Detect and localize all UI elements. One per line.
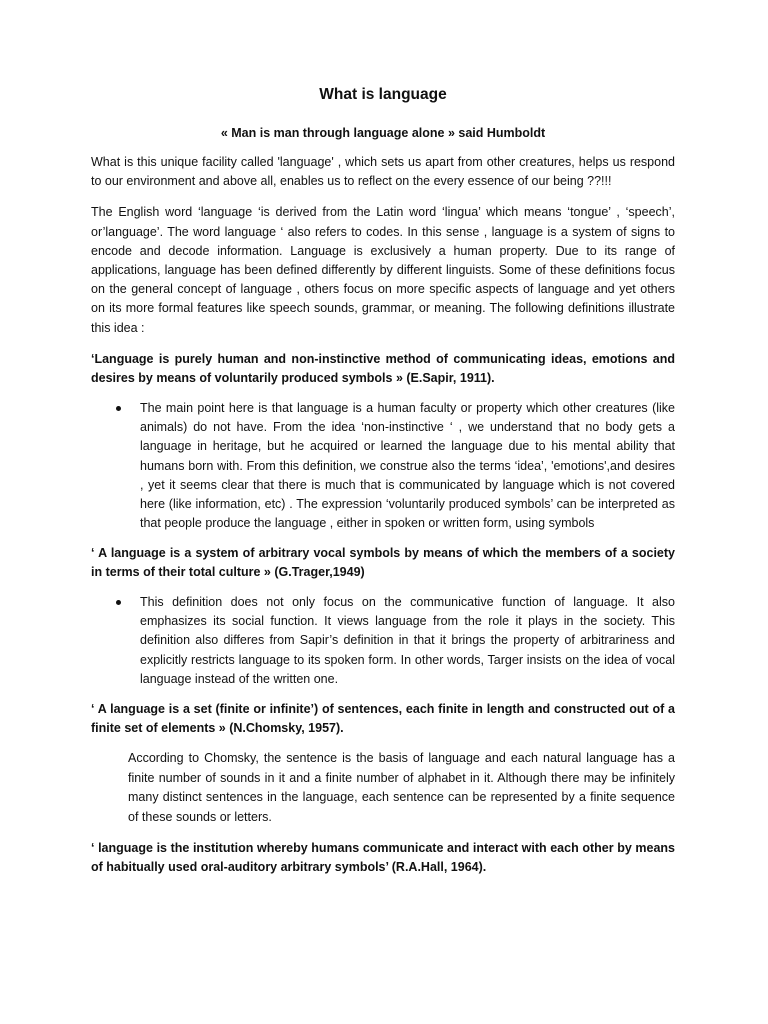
list-item bbox=[91, 593, 675, 688]
etymology-paragraph: The English word ‘language ‘is derived from the Latin word ‘lingua’ which means ‘tongue’ , ‘speech’, or’language’. The word language ‘ also refers to codes. In this sense , language is a system of signs to encode and decode information. Language is exclusively a human property. Due to its range of applications, language has been defined differently by different linguists. Some of these definitions focus on the general concept of language , others focus on more specific aspects of language and yet others on its more formal features like speech sounds, grammar, or meaning. The following definitions illustrate this idea : bbox=[91, 205, 675, 335]
intro-paragraph: What is this unique facility called 'language' , which sets us apart from other creatures, helps us respond to our environment and above all, enables us to reflect on the every essence of our being ??!!! bbox=[91, 155, 675, 189]
definition-hall: ‘ language is the institution whereby humans communicate and interact with each other by means of habitually used oral-auditory arbitrary symbols’ (R.A.Hall, 1964). bbox=[91, 841, 675, 875]
list-item bbox=[91, 399, 675, 533]
definition-trager: ‘ A language is a system of arbitrary vocal symbols by means of which the members of a society in terms of their total culture » (G.Trager,1949) bbox=[91, 545, 675, 580]
trager-comment-list bbox=[91, 593, 675, 688]
sapir-comment: The main point here is that language is a human faculty or property which other creatures (like animals) do not have. From the idea ‘non-instinctive ‘ , we understand that no body gets a language in heritage, but he acquired or learned the language due to his mental ability that humans born with. From this definition, we construe also the terms ‘idea’, 'emotions',and desires , yet it seems clear that there is much that is communicated by language which is not covered here (like information, etc) . The expression ‘voluntarily produced symbols’ can be interpreted as that people produce the language , either in spoken or written form, using symbols bbox=[140, 401, 675, 530]
bullet-icon bbox=[116, 600, 121, 605]
trager-comment: This definition does not only focus on the communicative function of language. It also emphasizes its social function. It views language from the role it plays in the society. This definition also differes from Sapir’s definition in that it brings the property of arbitrariness and explicitly restricts language to its spoken form. In other words, Targer insists on the idea of vocal language instead of the written one. bbox=[140, 595, 675, 686]
definition-chomsky: ‘ A language is a set (finite or infinite’) of sentences, each finite in length and constructed out of a finite set of elements » (N.Chomsky, 1957). bbox=[91, 701, 675, 735]
chomsky-comment: According to Chomsky, the sentence is the basis of language and each natural language has a finite number of sounds in it and a finite number of alphabet in it. Although there may be infinitely many distinct sentences in the language, each sentence can be represented by a finite sequence of these sounds or letters. bbox=[128, 751, 675, 824]
definition-sapir: ‘Language is purely human and non-instinctive method of communicating ideas, emotions and desires by means of voluntarily produced symbols » (E.Sapir, 1911). bbox=[91, 351, 675, 386]
page-subtitle: « Man is man through language alone » said Humboldt bbox=[220, 126, 546, 140]
document-page bbox=[91, 84, 675, 889]
sapir-comment-list bbox=[91, 399, 675, 533]
page-title: What is language bbox=[319, 86, 447, 103]
bullet-icon bbox=[116, 406, 121, 411]
